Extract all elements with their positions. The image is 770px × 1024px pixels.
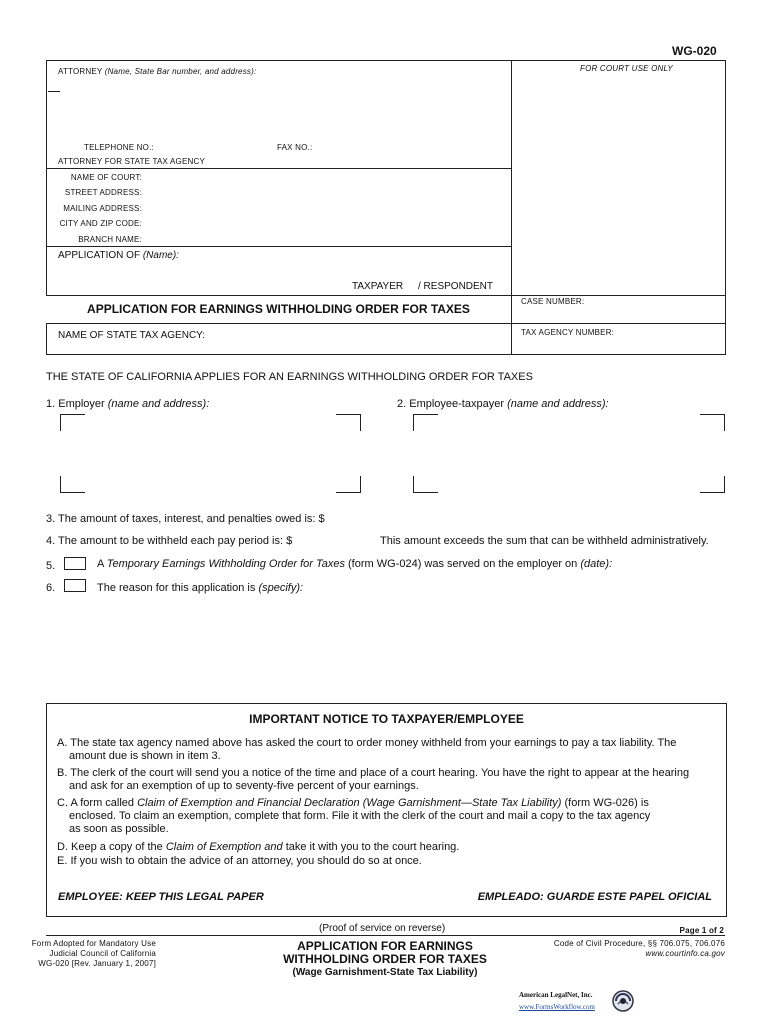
item5-a: A <box>97 558 104 570</box>
form-adopted <box>26 939 156 969</box>
publisher-globe-icon <box>611 988 635 1014</box>
agency-number-label: TAX AGENCY NUMBER: <box>521 328 615 337</box>
item6-number: 6. <box>46 582 56 594</box>
attorney-label-text: ATTORNEY <box>58 67 103 76</box>
footer-rule <box>46 935 725 936</box>
intro-statement: THE STATE OF CALIFORNIA APPLIES FOR AN EARNINGS WITHHOLDING ORDER FOR TAXES <box>46 371 533 383</box>
attorney-label <box>58 67 256 76</box>
item1-hint: (name and address): <box>107 398 210 410</box>
item2-label <box>397 398 609 410</box>
item3-amount-owed: 3. The amount of taxes, interest, and penalties owed is: $ <box>46 513 325 525</box>
item5-b: (form WG-024) was served on the employer on <box>348 558 578 570</box>
employer-address-corner-br[interactable] <box>336 476 361 493</box>
application-of-hint: (Name): <box>142 250 179 261</box>
street-address-label: STREET ADDRESS: <box>64 188 142 197</box>
proof-of-service: (Proof of service on reverse) <box>319 923 446 934</box>
attorney-field-mark[interactable] <box>48 91 60 92</box>
item5-text <box>97 558 612 570</box>
respondent-label: / RESPONDENT <box>418 281 494 292</box>
adopted-line3: WG-020 [Rev. January 1, 2007] <box>38 959 156 968</box>
publisher-logo[interactable] <box>515 988 635 1016</box>
adopted-line1: Form Adopted for Mandatory Use <box>31 939 156 948</box>
notice-text <box>57 737 722 868</box>
employer-address-corner-bl[interactable] <box>60 476 85 493</box>
item5-checkbox[interactable] <box>64 557 86 570</box>
publisher-url[interactable]: www.FormsWorkflow.com <box>519 1003 595 1011</box>
application-of-text: APPLICATION OF <box>58 250 141 261</box>
employer-address-corner-tr[interactable] <box>336 414 361 431</box>
application-of-label <box>58 250 179 261</box>
employee-address-corner-bl[interactable] <box>413 476 438 493</box>
employer-address-corner-tl[interactable] <box>60 414 85 431</box>
header-left-rule <box>46 60 47 296</box>
notice-c3: as soon as possible. <box>69 823 169 835</box>
telephone-label: TELEPHONE NO.: <box>84 143 154 152</box>
title-top-rule <box>46 295 726 296</box>
footer-title-line1: APPLICATION FOR EARNINGS <box>297 939 473 953</box>
item1-text: 1. Employer <box>46 398 105 410</box>
notice-d-form-name: Claim of Exemption and <box>165 841 283 853</box>
notice-a2: amount due is shown in item 3. <box>69 750 221 762</box>
form-title: APPLICATION FOR EARNINGS WITHHOLDING ORDER FOR TAXES <box>87 302 470 316</box>
employee-address-corner-tr[interactable] <box>700 414 725 431</box>
mailing-address-label: MAILING ADDRESS: <box>63 204 142 213</box>
item6-reason: The reason for this application is <box>97 582 256 594</box>
notice-c2: enclosed. To claim an exemption, complete that form. File it with the clerk of the court and mail a copy to the tax agency <box>69 810 651 822</box>
agency-name-label: NAME OF STATE TAX AGENCY: <box>58 330 206 341</box>
court-use-only: FOR COURT USE ONLY <box>580 64 673 73</box>
attorney-hint: (Name, State Bar number, and address): <box>104 67 257 76</box>
publisher-name: American LegalNet, Inc. <box>519 991 593 999</box>
notice-c1 <box>57 797 722 810</box>
item1-label <box>46 398 209 410</box>
item4-amount-withheld: 4. The amount to be withheld each pay period is: $ <box>46 535 293 547</box>
court-section-rule <box>46 168 511 169</box>
form-number: WG-020 <box>672 44 717 58</box>
branch-name-label: BRANCH NAME: <box>78 235 142 244</box>
application-rule <box>46 246 511 247</box>
item5-date: (date): <box>580 558 613 570</box>
agency-top-rule <box>46 323 726 324</box>
notice-c1-form-name: Claim of Exemption and Financial Declaration (Wage Garnishment—State Tax Liability) <box>137 797 562 809</box>
code-reference <box>540 939 725 959</box>
notice-c1b: (form WG-026) is <box>564 797 649 809</box>
code-civil-procedure: Code of Civil Procedure, §§ 706.075, 706.076 <box>553 939 725 948</box>
city-zip-label: CITY AND ZIP CODE: <box>59 219 142 228</box>
item6-text <box>97 582 303 594</box>
notice-e: E. If you wish to obtain the advice of an attorney, you should do so at once. <box>57 855 422 867</box>
notice-d-b: take it with you to the court hearing. <box>285 841 460 853</box>
item2-text: 2. Employee-taxpayer <box>397 398 504 410</box>
page-indicator: Page 1 of 2 <box>679 926 724 935</box>
footer-title <box>250 940 520 966</box>
name-of-court-label: NAME OF COURT: <box>70 173 142 182</box>
taxpayer-label: TAXPAYER <box>352 281 404 292</box>
keep-paper-english: EMPLOYEE: KEEP THIS LEGAL PAPER <box>58 891 264 903</box>
case-number-label: CASE NUMBER: <box>521 297 585 306</box>
fax-label: FAX NO.: <box>277 143 313 152</box>
header-divider <box>511 60 512 354</box>
footer-title-line2: WITHHOLDING ORDER FOR TAXES <box>283 952 487 966</box>
keep-paper-spanish: EMPLEADO: GUARDE ESTE PAPEL OFICIAL <box>477 891 712 903</box>
notice-d-a: D. Keep a copy of the <box>57 841 163 853</box>
item5-number: 5. <box>46 560 56 572</box>
notice-c1a: C. A form called <box>57 797 135 809</box>
court-website[interactable]: www.courtinfo.ca.gov <box>645 949 725 958</box>
notice-title: IMPORTANT NOTICE TO TAXPAYER/EMPLOYEE <box>249 712 524 726</box>
item2-hint: (name and address): <box>507 398 609 410</box>
employee-address-corner-br[interactable] <box>700 476 725 493</box>
agency-left-rule <box>46 323 47 354</box>
header-right-rule <box>725 60 726 354</box>
notice-a1: A. The state tax agency named above has asked the court to order money withheld from your earnings to pay a tax liability. The <box>57 737 677 749</box>
notice-d <box>57 841 722 854</box>
item4-note: This amount exceeds the sum that can be withheld administratively. <box>380 535 709 547</box>
employee-address-corner-tl[interactable] <box>413 414 438 431</box>
notice-b1: B. The clerk of the court will send you a notice of the time and place of a court hearing. You have the right to appear at the hearing <box>57 767 690 779</box>
header-bottom-rule <box>46 354 726 355</box>
footer-subtitle: (Wage Garnishment-State Tax Liability) <box>292 967 478 978</box>
item6-checkbox[interactable] <box>64 579 86 592</box>
item5-order-name: Temporary Earnings Withholding Order for Taxes <box>106 558 345 570</box>
header-top-rule <box>46 60 726 61</box>
attorney-for-label: ATTORNEY FOR STATE TAX AGENCY <box>58 157 206 166</box>
notice-b2: and ask for an exemption of up to seventy-five percent of your earnings. <box>69 780 419 792</box>
adopted-line2: Judicial Council of California <box>49 949 156 958</box>
item6-hint: (specify): <box>258 582 304 594</box>
